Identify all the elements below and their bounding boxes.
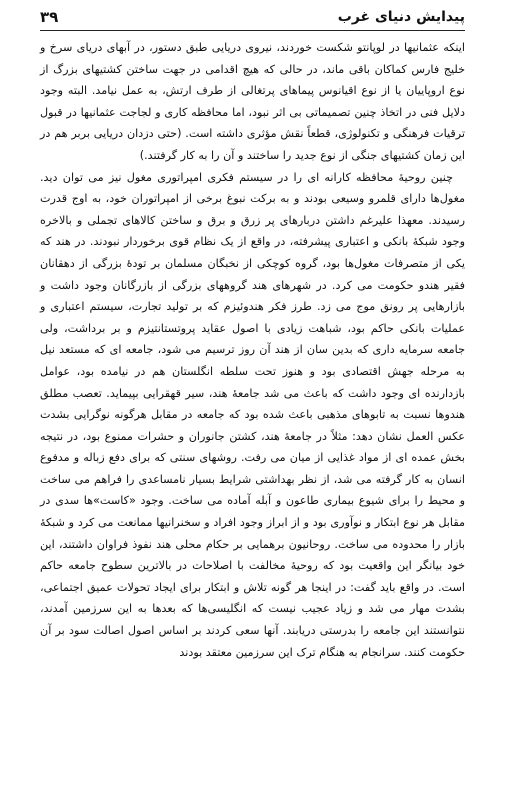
running-title: پیدایش دنیای غرب [337, 9, 465, 25]
paragraph: اینکه عثمانیها در لوپانتو شکست خوردند، نیروی دریایی طبق دستور، در آبهای دریای سرخ و خلیج فارس کماکان باقی ماند، در حالی که هیچ اقدامی در جهت ساختن کشتیهای بزرگ از نوع اروپاییان یا از نوع اقیانوس پیماهای پرتغالی از طرف ارتش، به عمل نیامد. البته وجود دلایل فنی در اتخاذ چنین تصمیماتی بی اثر نبود، اما محافظه کاری و لجاجت عثمانیها در قبول ترقیات فرهنگی و تکنولوژی، قطعاً نقش مؤثری داشته است. (حتی دزدان دریایی بربر هم در این زمان کشتیهای جنگی از نوع جدید را ساختند و آن را به کار گرفتند.) [40, 41, 465, 162]
page-header [40, 8, 465, 31]
page-body [40, 37, 465, 663]
paragraph: چنین روحیهٔ محافظه کارانه ای را در سیستم فکری امپراتوری مغول نیز می توان دید. مغول‌ها دارای قلمرو وسیعی بودند و به برکت نبوغ برخی از امپراتوران خود، به اوج قدرت رسیدند. معهذا علیرغم داشتن دربارهای پر زرق و برق و ساختن کالاهای تجملی و بالاخره وجود شبکهٔ بانکی و اعتباری پیشرفته، در واقع از یک نظام قوی برخوردار نبودند. در هند که یکی از متصرفات مغول‌ها بود، گروه کوچکی از نخبگان مسلمان بر تودهٔ بزرگی از دهقانان فقیر هندو حکومت می کرد. در شهرهای هند گروههای بزرگی از بازرگانان وجود داشت و بازارهایی پر رونق موج می زد. طرز فکر هندوئیزم که بر تولید تجارت، سیستم اعتباری و عملیات بانکی حاکم بود، شباهت زیادی با اصول عقاید پروتستانتیزم و بر برداشت، ولی جامعه سرمایه داری که بدین سان از هند آن روز ترسیم می شود، جامعه ای که مستعد نیل به مرحله جهش اقتصادی بود و هنوز تحت سلطه انگلستان هم در نیامده بود، عوامل بازدارنده ای وجود داشت که باعث می شد جامعهٔ هند، سیر قهقرایی بپیماید. تعصب مطلق هندوها نسبت به تابوهای مذهبی باعث شده بود که جامعه در مقابل هرگونه نوگرایی بشدت عکس العمل نشان دهد: مثلاً در جامعهٔ هند، کشتن جانوران و حشرات ممنوع بود، در نتیجه بخش عمده ای از مواد غذایی از میان می رفت. روشهای سنتی که برای دفع زباله و مدفوع انسان به کار گرفته می شد، از نظر بهداشتی شرایط بسیار نامساعدی را فراهم می ساخت و محیط را برای شیوع بیماری طاعون و آبله آماده می ساخت. وجود «کاست»ها سدی در مقابل هر نوع ابتکار و نوآوری بود و از ابراز وجود افراد و سخنرانیها ممانعت می کرد و شبکهٔ بازار را محدوده می ساخت. روحانیون برهمایی بر حکام محلی هند نفوذ فراوان داشتند، این خود بیانگر این واقعیت بود که روحیهٔ مخالفت با اصلاحات در بالاترین سطوح جامعه حاکم است. در واقع باید گفت: در اینجا هر گونه تلاش و ابتکار برای ایجاد تحولات عمیق اجتماعی، بشدت مهار می شد و زیاد عجیب نیست که انگلیسی‌ها که بعدها به این سرزمین آمدند، نتوانستند این جامعه را بدرستی دریابند. آنها سعی کردند بر اساس اصول اصالت سود بر آن حکومت کنند. سرانجام به هنگام ترک این سرزمین معتقد بودند [40, 170, 465, 659]
page-number: ۳۹ [40, 8, 59, 26]
